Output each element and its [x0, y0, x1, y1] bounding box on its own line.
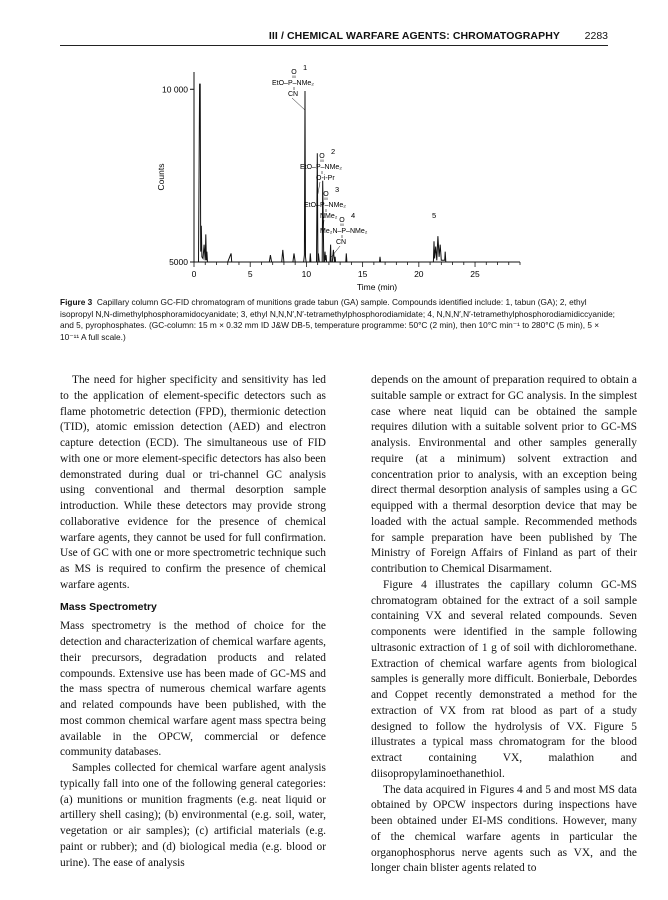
structure-oxygen: O — [319, 153, 325, 160]
paragraph: Figure 4 illustrates the capillary column GC-MS chromatogram obtained for the extract of a soil sample containing VX and several related compounds. Seven components were identified in the sample following ultrasonic extraction of 1 g of soil with dichloromethane. Extraction of chemical warfare agents from biological samples is generally more difficult. Bonierbale, Debordes and Coppet recently demonstrated a method for the extraction of VX from rat blood as part of a study designed to follow the hydrolysis of VX. Figure 5 illustrates a typical mass chromatogram for the blood extract containing VX, malathion and diisopropylaminoethanethiol. — [371, 578, 637, 780]
paragraph: Mass spectrometry is the method of choice for the detection and characterization of chemical warfare agents, their precursors, degradation products and related compounds. Extensive use has been made of GC-MS and the mass spectra of numerous chemical warfare agents and related compounds have been published, with the most common chemical warfare agent mass spectra being available in the OPCW, commercial or defence community databases. — [60, 620, 326, 759]
figure-label: Figure 3 — [60, 297, 93, 307]
x-tick-label: 10 — [301, 269, 312, 279]
leader-line — [331, 246, 340, 258]
chromatogram-trace — [194, 84, 520, 262]
peak-label: 3 — [335, 185, 340, 194]
structure-formula: EtO–P–NMe₂ — [304, 202, 347, 209]
structure-substituent: CN — [288, 91, 299, 98]
x-tick-label: 5 — [247, 269, 253, 279]
structure-substituent: CN — [336, 239, 347, 246]
x-tick-label: 15 — [357, 269, 368, 279]
left-column — [60, 373, 326, 871]
peak-label: 5 — [432, 211, 437, 220]
section-heading: Mass Spectrometry — [60, 600, 157, 613]
chromatogram-chart — [150, 62, 530, 292]
peak-label: 4 — [351, 211, 356, 220]
structure-substituent: O-i-Pr — [316, 175, 335, 182]
structure-formula: EtO–P–NMe₂ — [300, 164, 343, 171]
structure-oxygen: O — [291, 69, 297, 76]
right-column — [371, 373, 637, 877]
page-number: 2283 — [584, 30, 608, 42]
caption-text: Capillary column GC-FID chromatogram of munitions grade tabun (GA) sample. Compounds identified include: 1, tabun (GA); 2, ethyl isopropyl N,N-dimethylphosphoramidocyanidate; 3, ethyl N,N,N′,N′-tetramethylphosphorodiamidate; 4, N,N,N′,N′-tetramethylphosphorodiamidiccyanide; and 5, pyrophosphates. (GC-column: 15 m × 0.32 mm ID J&W DB-5, temperature programme: 50°C (2 min), then 10°C min⁻¹ to 280°C (5 min), 5 × 10⁻¹¹ A full scale.) — [60, 297, 615, 342]
figure-caption — [60, 297, 616, 343]
paragraph: The data acquired in Figures 4 and 5 and most MS data obtained by OPCW inspectors during inspections have been obtained under EI-MS conditions. However, many of the chemical warfare agents in particular the organophosphorus nerve agents such as VX, and the longer chain blister agents related to — [371, 783, 637, 875]
structure-oxygen: O — [323, 191, 329, 198]
structure-substituent: NMe₂ — [320, 213, 338, 220]
running-header — [60, 30, 608, 46]
y-tick-label: 5000 — [169, 257, 188, 267]
paragraph: Samples collected for chemical warfare agent analysis typically fall into one of the following general categories: (a) munitions or munition fragments (e.g. neat liquid or artillery shell casing); (b) environmental (e.g. soil, water, vegetation or air samples); (c) artificial materials (e.g. paint or rubber); and (d) biological media (e.g. blood or urine). The ease of analysis — [60, 762, 326, 869]
x-axis-label: Time (min) — [356, 282, 398, 292]
paragraph: depends on the amount of preparation required to obtain a suitable sample or extract for GC analysis. In the simplest case where neat liquid can be obtained the sample requires dilution with a suitable solvent prior to GC-MS analysis. Environmental and other samples generally require (at a minimum) solvent extraction and concentration prior to analysis, with an exception being direct thermal desorption analysis of samples using a GC equipped with a thermal desorption device that may be loaded with the actual sample. Recommended methods for sample preparation have been published by The Ministry of Foreign Affairs of Finland as part of their contribution to Chemical Disarmament. — [371, 374, 637, 575]
y-axis-label: Counts — [156, 163, 166, 191]
structure-oxygen: O — [339, 217, 345, 224]
paragraph: The need for higher specificity and sensitivity has led to the application of element-specific detectors such as flame photometric detection (FPD), thermionic detection (TID), atomic emission detection (AED) and electron capture detection (ECD). The simultaneous use of FID with one or more element-specific detectors has also been demonstrated during dual or tri-channel GC analysis using conventional and thermal desorption sample introduction. While these detectors may provide strong collaborative evidence for the presence of chemical warfare agents, they cannot be used for full confirmation. Use of GC with one or more spectrometric technique such as MS is required to confirm the presence of chemical warfare agents. — [60, 374, 326, 591]
structure-formula: EtO–P–NMe₂ — [272, 80, 315, 87]
peak-label: 2 — [331, 147, 336, 156]
leader-line — [292, 98, 305, 110]
peak-label: 1 — [303, 63, 308, 72]
y-tick-label: 10 000 — [162, 84, 188, 95]
x-tick-label: 25 — [470, 269, 480, 279]
leader-line — [318, 182, 320, 194]
header-rule — [60, 45, 608, 46]
x-tick-label: 0 — [191, 269, 197, 279]
running-title: III / CHEMICAL WARFARE AGENTS: CHROMATOGRAPHY — [268, 30, 560, 42]
structure-formula: Me₂N–P–NMe₂ — [320, 228, 368, 235]
x-tick-label: 20 — [414, 269, 424, 279]
